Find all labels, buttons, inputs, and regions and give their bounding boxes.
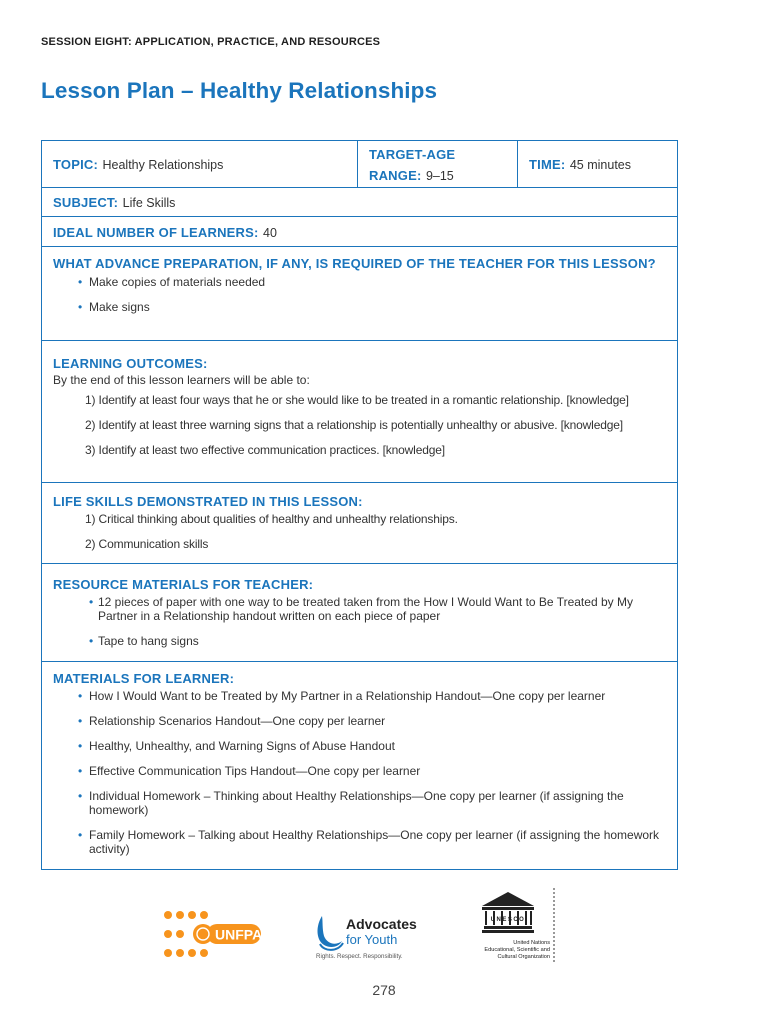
bullet-icon: • (89, 595, 94, 609)
unesco-org-line1: United Nations (513, 940, 550, 946)
learners-label: IDEAL NUMBER OF LEARNERS: (53, 225, 259, 240)
bullet-icon: • (78, 300, 83, 314)
topic-row (42, 141, 677, 187)
list-item (53, 275, 666, 289)
list-item: 2) Identify at least three warning signs that a relationship is potentially unhealthy or abusive. [knowledge] (85, 418, 623, 432)
bullet-icon: • (78, 714, 83, 728)
list-item-text: 12 pieces of paper with one way to be treated taken from the How I Would Want to Be Treated by My Partner in a Relationship handout written on each piece of paper (98, 595, 633, 623)
bullet-icon: • (78, 828, 83, 842)
partner-logos (0, 880, 768, 965)
range-value: 9–15 (425, 169, 454, 183)
time-label: TIME: (529, 157, 566, 172)
list-item (53, 828, 666, 856)
list-item (53, 595, 666, 623)
outcomes-heading: LEARNING OUTCOMES: (53, 356, 208, 371)
afy-name-line2: for Youth (346, 932, 398, 947)
list-item (53, 634, 666, 648)
preparation-list (53, 275, 666, 314)
learner-materials-row (42, 661, 677, 869)
list-item (53, 689, 666, 703)
materials-heading: MATERIALS FOR LEARNER: (53, 671, 235, 686)
subject-value: Life Skills (122, 196, 176, 210)
unesco-org-line2: Educational, Scientific and (484, 947, 550, 953)
afy-name-line1: Advocates (346, 916, 417, 932)
list-item-text: Make copies of materials needed (89, 275, 266, 289)
list-item: 1) Critical thinking about qualities of healthy and unhealthy relationships. (85, 512, 458, 526)
learners-value: 40 (263, 226, 277, 240)
outcomes-intro: By the end of this lesson learners will be able to: (53, 373, 310, 387)
unesco-org-line3: Cultural Organization (497, 954, 550, 960)
bullet-icon: • (78, 739, 83, 753)
target-age-cell (358, 141, 518, 187)
unfpa-wordmark: UNFPA (215, 926, 263, 943)
afy-tagline: Rights. Respect. Responsibility. (316, 953, 403, 960)
preparation-row (42, 246, 677, 340)
unesco-wordmark: UNESCO (490, 917, 526, 923)
list-item-text: Tape to hang signs (98, 634, 199, 648)
page-title: Lesson Plan – Healthy Relationships (41, 78, 438, 103)
outcomes-list (53, 393, 666, 457)
list-item: 3) Identify at least two effective communication practices. [knowledge] (85, 443, 445, 457)
time-cell (518, 141, 677, 187)
skills-list (53, 512, 666, 551)
resource-heading: RESOURCE MATERIALS FOR TEACHER: (53, 577, 314, 592)
materials-list (53, 689, 666, 856)
topic-label: TOPIC: (53, 157, 99, 172)
bullet-icon: • (78, 789, 83, 803)
topic-value: Healthy Relationships (102, 158, 224, 172)
list-item-text: Healthy, Unhealthy, and Warning Signs of Abuse Handout (89, 739, 395, 753)
range-label: RANGE: (369, 168, 422, 183)
list-item-text: Relationship Scenarios Handout—One copy per learner (89, 714, 386, 728)
subject-row (42, 187, 677, 216)
bullet-icon: • (78, 275, 83, 289)
list-item: 1) Identify at least four ways that he or she would like to be treated in a romantic relationship. [knowledge] (85, 393, 629, 407)
topic-cell (42, 141, 358, 187)
list-item (53, 300, 666, 314)
list-item (53, 714, 666, 728)
list-item-text: Family Homework – Talking about Healthy Relationships—One copy per learner (if assigning the homework activity) (89, 828, 660, 856)
target-age-label: TARGET-AGE (369, 147, 456, 162)
list-item (53, 739, 666, 753)
list-item-text: Individual Homework – Thinking about Healthy Relationships—One copy per learner (if assigning the homework) (89, 789, 624, 817)
life-skills-row (42, 482, 677, 563)
page-number: 278 (372, 982, 396, 998)
resource-materials-row (42, 563, 677, 661)
bullet-icon: • (78, 689, 83, 703)
subject-label: SUBJECT: (53, 195, 119, 210)
skills-heading: LIFE SKILLS DEMONSTRATED IN THIS LESSON: (53, 494, 363, 509)
time-value: 45 minutes (569, 158, 631, 172)
bullet-icon: • (89, 634, 94, 648)
lesson-plan-table (41, 140, 678, 870)
unesco-logo (470, 888, 560, 964)
list-item-text: Make signs (89, 300, 150, 314)
preparation-heading: WHAT ADVANCE PREPARATION, IF ANY, IS REQUIRED OF THE TEACHER FOR THIS LESSON? (53, 256, 656, 271)
session-header: SESSION EIGHT: APPLICATION, PRACTICE, AND RESOURCES (41, 36, 381, 48)
learners-row (42, 216, 677, 246)
list-item (53, 789, 666, 817)
list-item-text: Effective Communication Tips Handout—One copy per learner (89, 764, 421, 778)
unfpa-logo (163, 910, 263, 958)
resource-list (53, 595, 666, 648)
bullet-icon: • (78, 764, 83, 778)
list-item (53, 764, 666, 778)
list-item-text: How I Would Want to be Treated by My Partner in a Relationship Handout—One copy per learner (89, 689, 606, 703)
learning-outcomes-row (42, 340, 677, 482)
advocates-for-youth-logo (316, 914, 426, 960)
list-item: 2) Communication skills (85, 537, 209, 551)
